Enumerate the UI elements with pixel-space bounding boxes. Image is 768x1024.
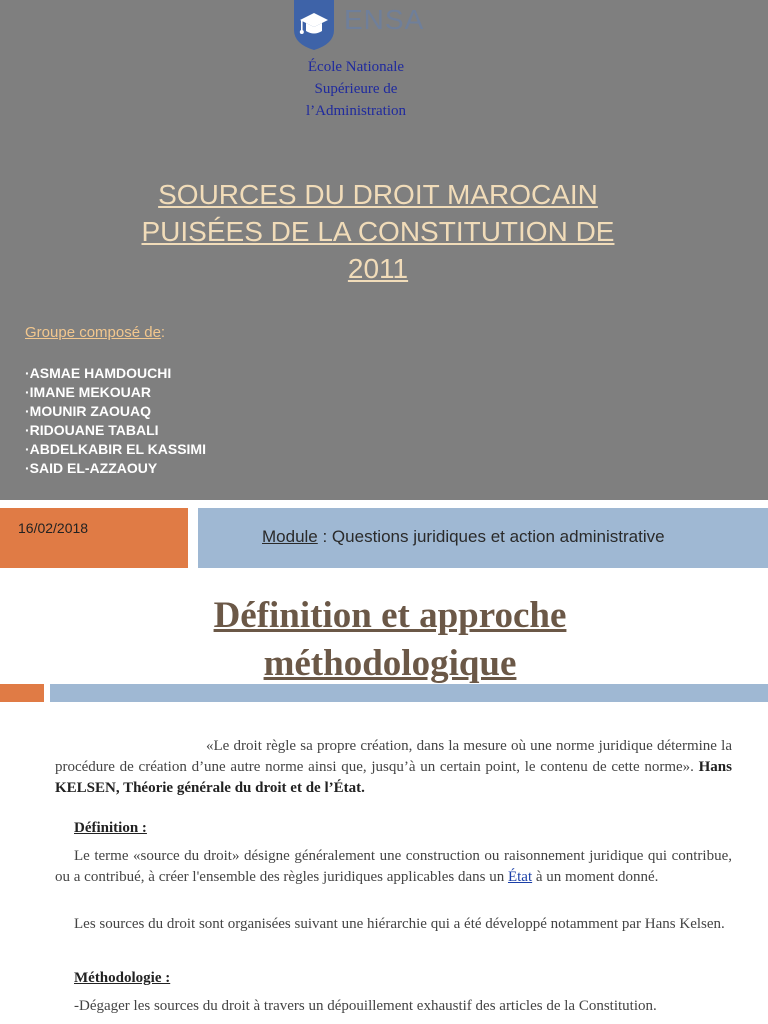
member-item: · ABDELKABIR EL KASSIMI [25,440,206,459]
definition-paragraph-1: Le terme «source du droit» désigne généralement une construction ou raisonnement juridique qui contribue, ou a contribué, à créer l'ensemble des règles juridiques applicables dans un État à un moment donné. [55,848,732,885]
school-line-3: l’Administration [306,103,406,119]
member-item: · RIDOUANE TABALI [25,421,206,440]
title-line-1: SOURCES DU DROIT MAROCAIN [158,179,598,210]
accent-bar-blue [50,684,768,702]
methodologie-label: Méthodologie : [74,970,171,986]
school-line-2: Supérieure de [314,81,398,97]
methodologie-paragraph: -Dégager les sources du droit à travers un dépouillement exhaustif des articles de la Constitution. [74,998,657,1014]
date-box [0,508,188,568]
school-name [0,56,712,122]
member-item: · SAID EL-AZZAOUY [25,459,206,478]
section-heading: Définition et approche méthodologique [213,595,567,684]
ensa-logo [292,0,425,50]
etat-link[interactable]: État [507,869,533,885]
group-label: Groupe composé de: [25,324,166,341]
member-item: · MOUNIR ZAOUAQ [25,402,206,421]
quote-author: Hans KELSEN, Théorie générale du droit et de l’État. [55,759,732,796]
logo-text: ENSA [344,4,425,35]
module-text [262,527,665,547]
graduation-cap-icon [292,0,336,50]
module-value: : Questions juridiques et action administrative [317,527,665,546]
title-line-2: PUISÉES DE LA CONSTITUTION DE [141,216,615,247]
kelsen-quote: «Le droit règle sa propre création, dans la mesure où une norme juridique détermine la procédure de création d’une autre norme ainsi que, jusqu’à un certain point, le contenu de cette norme». Hans KELSEN, Théorie générale du droit et de l’État. [55,738,732,796]
members-list [25,364,206,478]
cover-slide [0,0,768,500]
presentation-title [100,176,656,287]
date-text: 16/02/2018 [18,520,89,536]
definition-label: Définition : [74,820,147,836]
member-item: · ASMAE HAMDOUCHI [25,364,206,383]
member-item: · IMANE MEKOUAR [25,383,206,402]
definition-paragraph-2: Les sources du droit sont organisées suivant une hiérarchie qui a été développé notamment par Hans Kelsen. [74,916,725,932]
school-line-1: École Nationale [307,59,405,75]
module-label: Module [262,527,318,546]
title-line-3: 2011 [347,253,409,284]
accent-bar-orange [0,684,44,702]
